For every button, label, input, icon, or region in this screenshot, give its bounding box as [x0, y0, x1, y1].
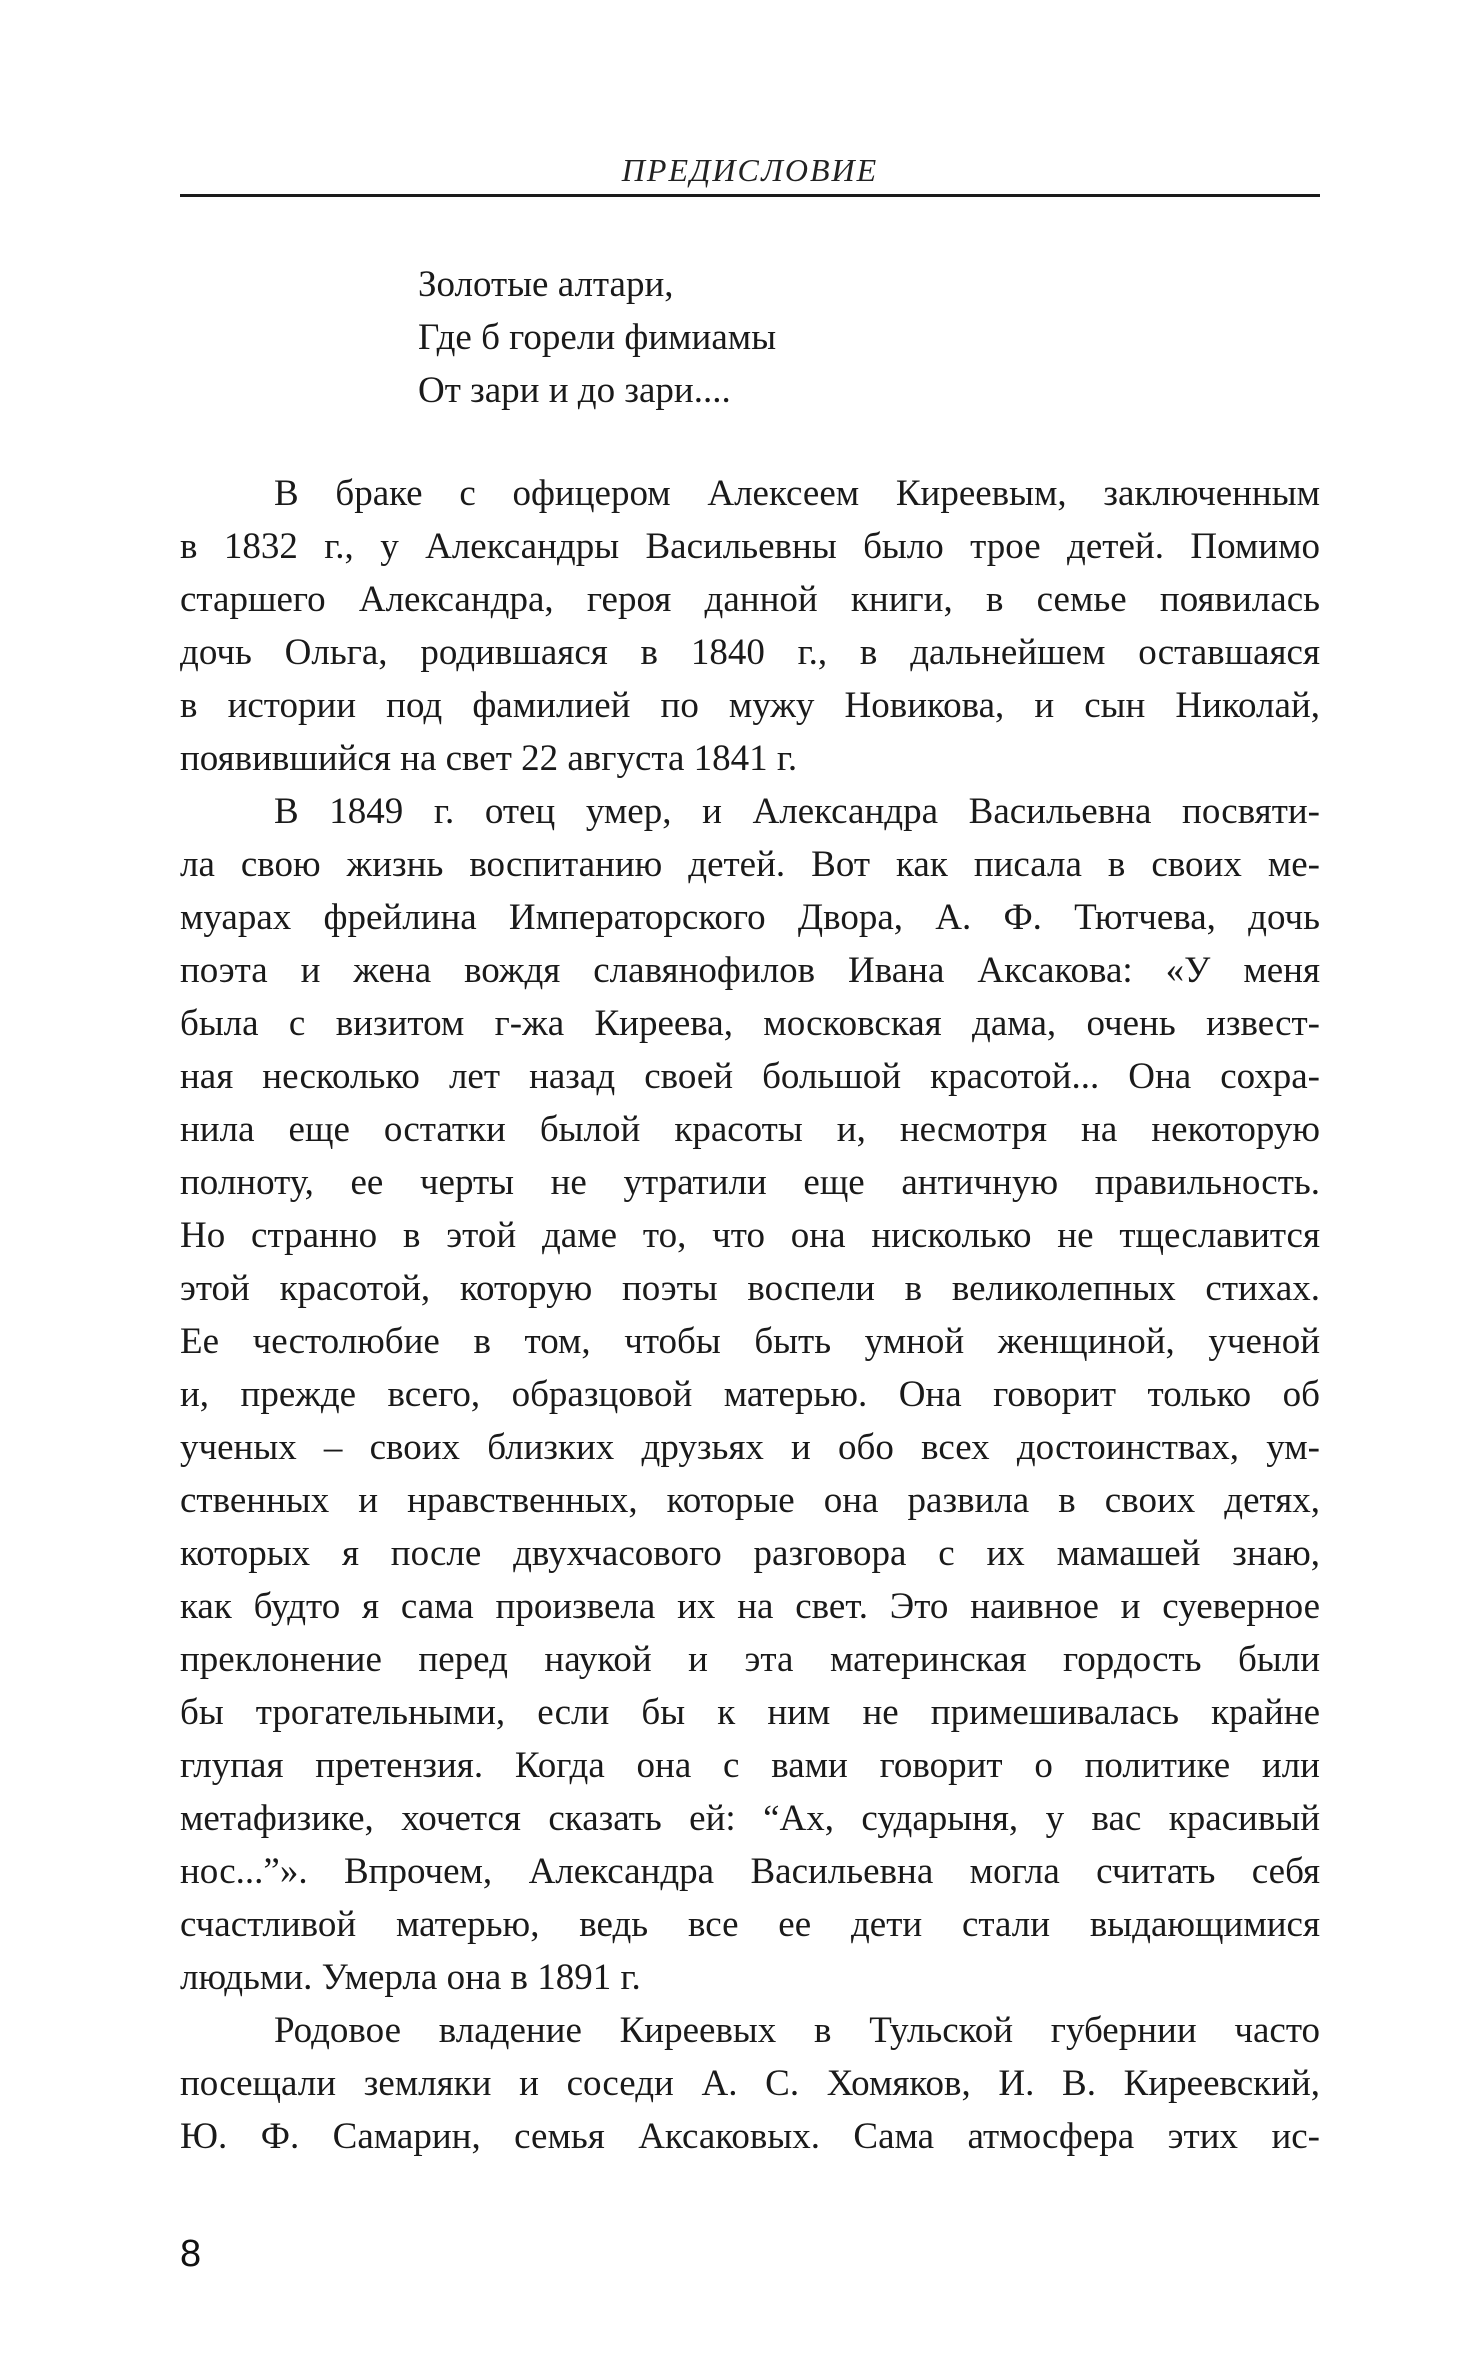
text-line: дочь Ольга, родившаяся в 1840 г., в дальнейшем оставшаяся [180, 632, 1320, 673]
paragraph [180, 2004, 1320, 2163]
verse-line: Золотые алтари, [418, 264, 674, 305]
text-line: Родовое владение Киреевых в Тульской губернии часто [274, 2010, 1320, 2051]
page-number: 8 [180, 2233, 202, 2275]
text-line: глупая претензия. Когда она с вами говорит о политике или [180, 1745, 1320, 1786]
text-line: Но странно в этой даме то, что она нисколько не тщеславится [180, 1215, 1320, 1256]
text-line: посещали земляки и соседи А. С. Хомяков, И. В. Киреевский, [180, 2063, 1320, 2104]
text-line: ственных и нравственных, которые она развила в своих детях, [180, 1480, 1320, 1521]
text-line: метафизике, хочется сказать ей: “Ах, сударыня, у вас красивый [180, 1798, 1320, 1839]
text-line: в 1832 г., у Александры Васильевны было трое детей. Помимо [180, 526, 1320, 567]
text-line: преклонение перед наукой и эта материнская гордость были [180, 1639, 1320, 1680]
text-line: была с визитом г-жа Киреева, московская дама, очень извест- [180, 1003, 1320, 1044]
text-line: появившийся на свет 22 августа 1841 г. [180, 738, 798, 779]
text-line: ученых – своих близких друзьях и обо всех достоинствах, ум- [180, 1427, 1320, 1468]
text-line: полноту, ее черты не утратили еще античную правильность. [180, 1162, 1320, 1203]
text-line: Ее честолюбие в том, чтобы быть умной женщиной, ученой [180, 1321, 1320, 1362]
text-line: этой красотой, которую поэты воспели в великолепных стихах. [180, 1268, 1320, 1309]
body-text [180, 467, 1320, 2163]
text-line: бы трогательными, если бы к ним не примешивалась крайне [180, 1692, 1320, 1733]
text-line: в истории под фамилией по мужу Новикова, и сын Николай, [180, 685, 1320, 726]
verse-line: От зари и до зари.... [418, 370, 731, 411]
header-rule [180, 194, 1320, 197]
text-line: как будто я сама произвела их на свет. Это наивное и суеверное [180, 1586, 1320, 1627]
text-line: людьми. Умерла она в 1891 г. [180, 1957, 641, 1998]
text-line: Ю. Ф. Самарин, семья Аксаковых. Сама атмосфера этих ис- [180, 2116, 1320, 2157]
verse-line: Где б горели фимиамы [418, 317, 777, 358]
text-line: и, прежде всего, образцовой матерью. Она говорит только об [180, 1374, 1320, 1415]
paragraph [180, 785, 1320, 2004]
text-line: нос...”». Впрочем, Александра Васильевна могла считать себя [180, 1851, 1320, 1892]
text-line: В 1849 г. отец умер, и Александра Васильевна посвяти- [274, 791, 1320, 832]
running-head-title: ПРЕДИСЛОВИЕ [621, 152, 879, 188]
verse-quote [418, 258, 776, 417]
text-line: В браке с офицером Алексеем Киреевым, заключенным [274, 473, 1320, 514]
text-line: ла свою жизнь воспитанию детей. Вот как писала в своих ме- [180, 844, 1320, 885]
text-line: старшего Александра, героя данной книги, в семье появилась [180, 579, 1320, 620]
paragraph [180, 467, 1320, 785]
text-line: которых я после двухчасового разговора с их мамашей знаю, [180, 1533, 1320, 1574]
text-line: нила еще остатки былой красоты и, несмотря на некоторую [180, 1109, 1320, 1150]
text-line: муарах фрейлина Императорского Двора, А. Ф. Тютчева, дочь [180, 897, 1320, 938]
text-line: счастливой матерью, ведь все ее дети стали выдающимися [180, 1904, 1320, 1945]
text-line: поэта и жена вождя славянофилов Ивана Аксакова: «У меня [180, 950, 1320, 991]
text-line: ная несколько лет назад своей большой красотой... Она сохра- [180, 1056, 1320, 1097]
